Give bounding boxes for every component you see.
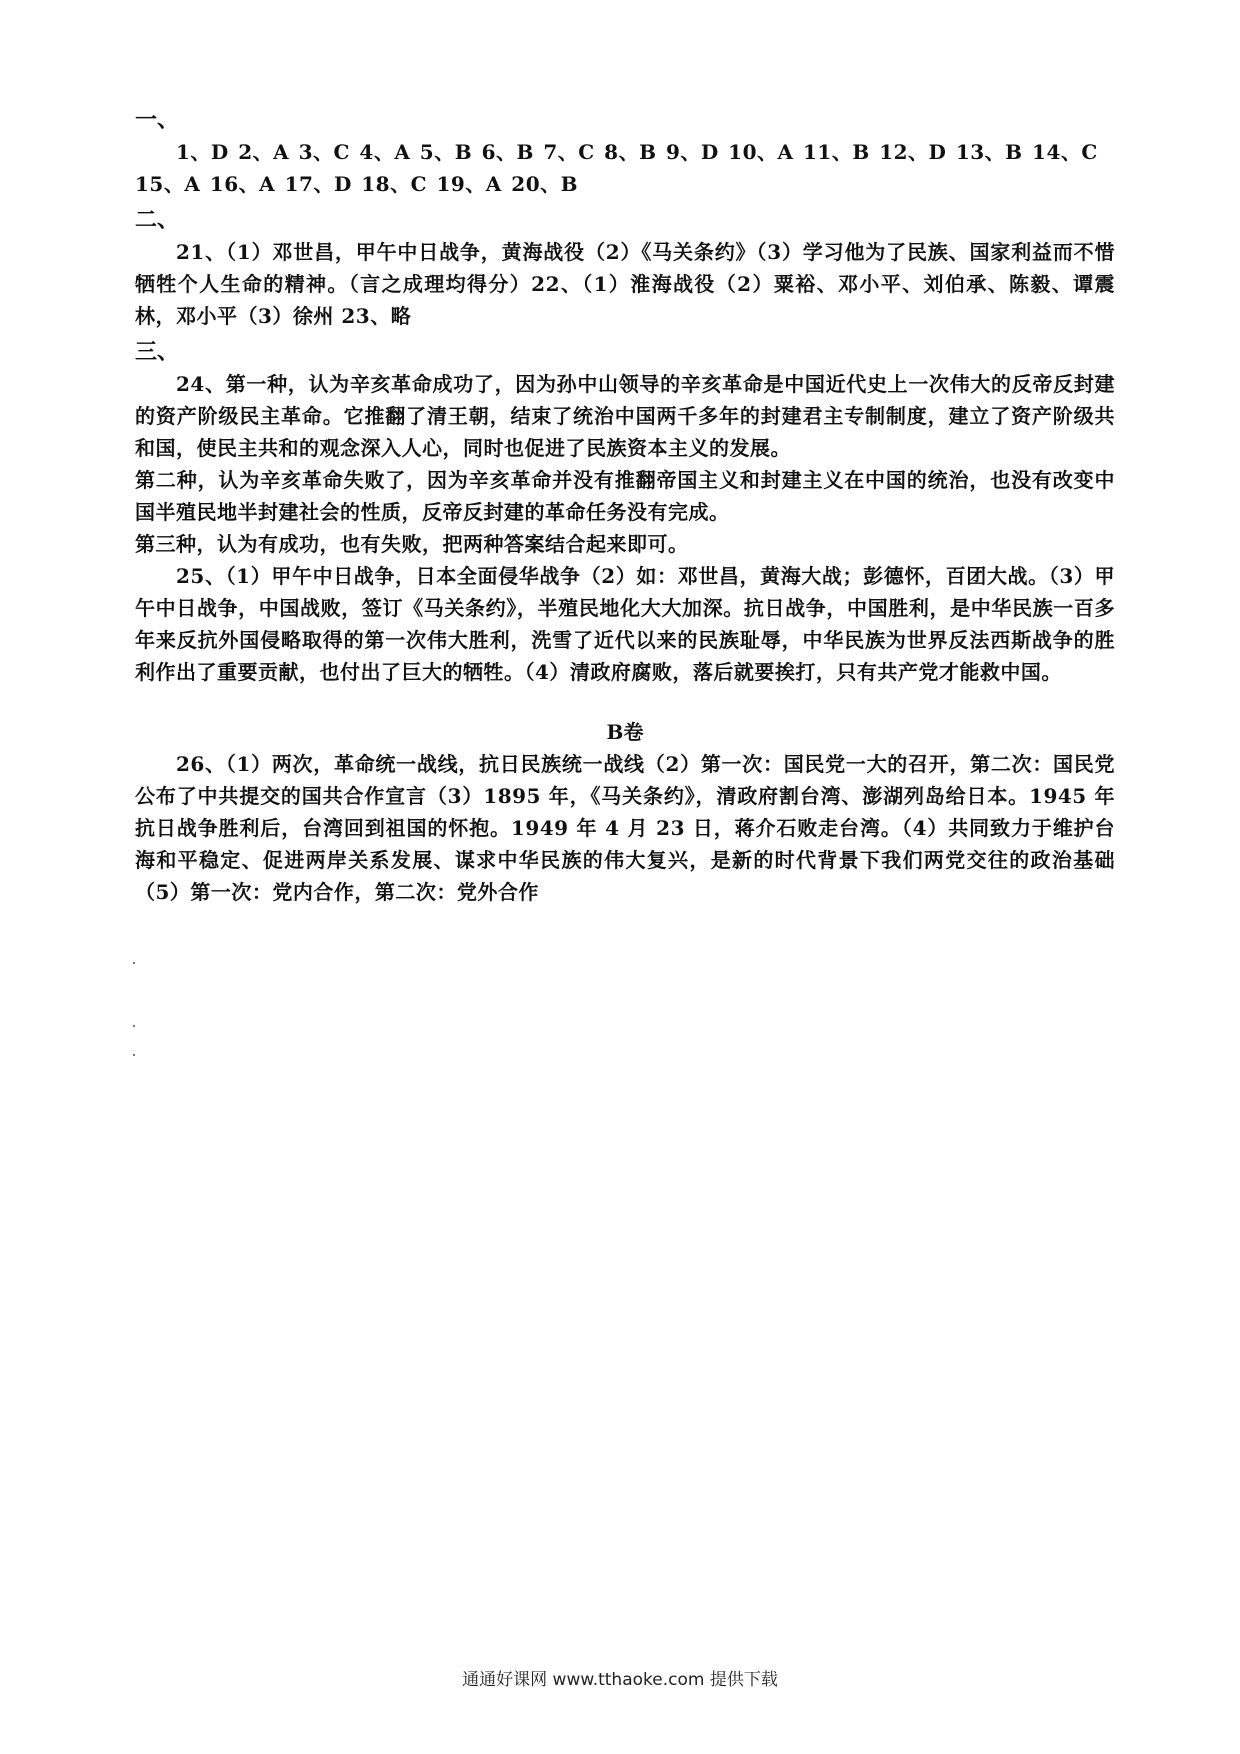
multiple-choice-answers: 1、D 2、A 3、C 4、A 5、B 6、B 7、C 8、B 9、D 10、A 11、B 12、D 13、B 14、C 15、A 16、A 17、D 18、C 19、A 20、B — [135, 140, 1098, 196]
answers-21-23: 21、（1）邓世昌，甲午中日战争，黄海战役（2）《马关条约》（3）学习他为了民族、国家利益而不惜牺牲个人生命的精神。（言之成理均得分）22、（1）淮海战役（2）粟裕、邓小平、刘伯承、陈毅、谭震林，邓小平（3）徐州 23、略 — [135, 240, 1115, 328]
section-3-heading: 三、 — [135, 339, 180, 365]
answer-document — [135, 100, 1115, 908]
scan-speck — [133, 1054, 135, 1056]
answer-24-second-view: 第二种，认为辛亥革命失败了，因为辛亥革命并没有推翻帝国主义和封建主义在中国的统治，也没有改变中国半殖民地半封建社会的性质，反帝反封建的革命任务没有完成。 — [135, 468, 1115, 524]
section-2-heading: 二、 — [135, 207, 180, 233]
answer-25: 25、（1）甲午中日战争，日本全面侵华战争（2）如：邓世昌，黄海大战；彭德怀，百团大战。（3）甲午中日战争，中国战败，签订《马关条约》，半殖民地化大大加深。抗日战争，中国胜利，是中华民族一百多年来反抗外国侵略取得的第一次伟大胜利，洗雪了近代以来的民族耻辱，中华民族为世界反法西斯战争的胜利作出了重要贡献，也付出了巨大的牺牲。（4）清政府腐败，落后就要挨打，只有共产党才能救中国。 — [135, 564, 1115, 684]
section-b-heading: B卷 — [606, 720, 644, 744]
footer-source: 通通好课网 www.tthaoke.com 提供下载 — [462, 1670, 778, 1690]
answer-24-third-view: 第三种，认为有成功，也有失败，把两种答案结合起来即可。 — [135, 532, 689, 556]
answer-24-first-view: 24、第一种，认为辛亥革命成功了，因为孙中山领导的辛亥革命是中国近代史上一次伟大的反帝反封建的资产阶级民主革命。它推翻了清王朝，结束了统治中国两千多年的封建君主专制制度，建立了资产阶级共和国，使民主共和的观念深入人心，同时也促进了民族资本主义的发展。 — [135, 372, 1115, 460]
answer-26: 26、（1）两次，革命统一战线，抗日民族统一战线（2）第一次：国民党一大的召开，第二次：国民党公布了中共提交的国共合作宣言（3）1895 年，《马关条约》，清政府割台湾、澎湖列岛给日本。1945 年抗日战争胜利后，台湾回到祖国的怀抱。1949 年 4 月 23 日，蒋介石败走台湾。（4）共同致力于维护台海和平稳定、促进两岸关系发展、谋求中华民族的伟大复兴，是新的时代背景下我们两党交往的政治基础（5）第一次：党内合作，第二次：党外合作 — [135, 752, 1115, 904]
scan-speck — [133, 1025, 135, 1027]
section-1-heading: 一、 — [135, 107, 180, 133]
scan-speck — [133, 962, 135, 964]
